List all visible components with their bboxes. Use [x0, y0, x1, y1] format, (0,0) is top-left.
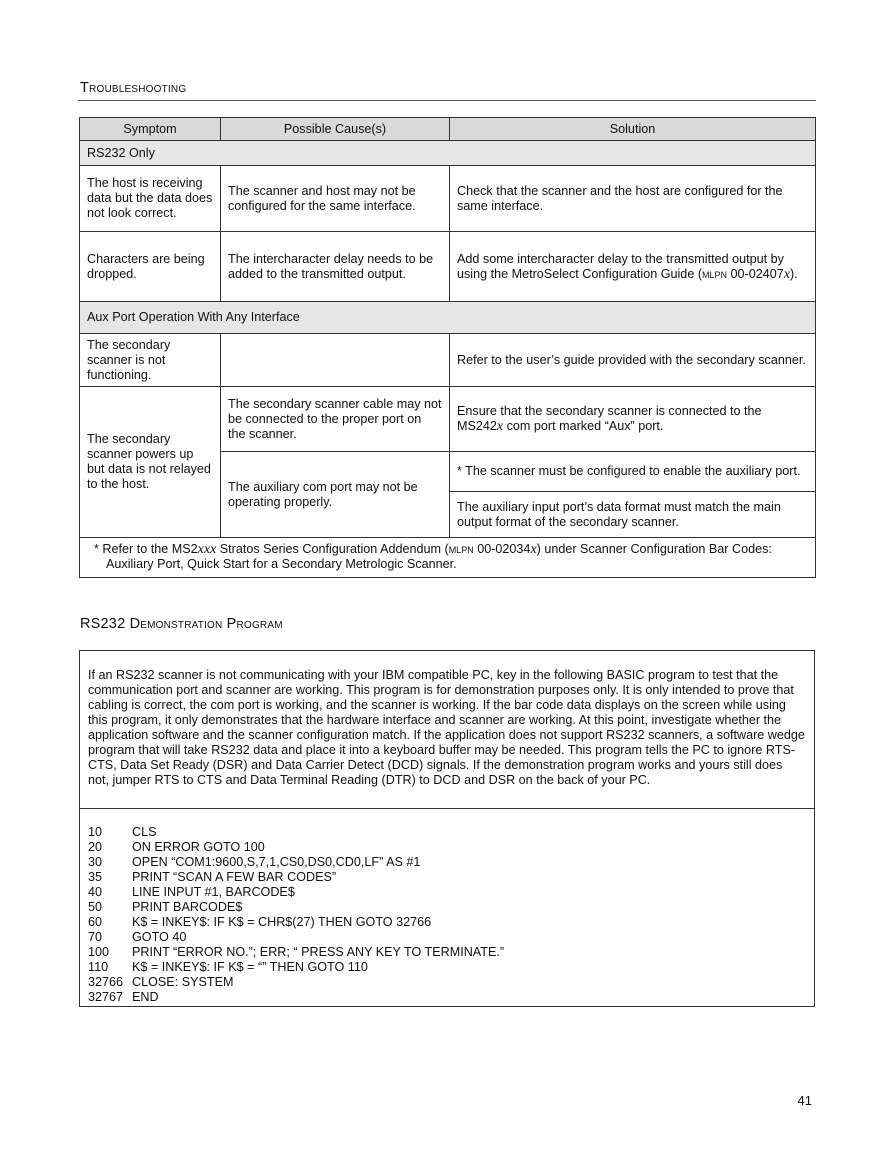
- cause-cell: The auxiliary com port may not be operating properly.: [221, 452, 450, 538]
- solution-text: Ensure that the secondary scanner is connected to the MS242: [457, 404, 762, 433]
- heading-rule: [78, 100, 816, 101]
- code-line: [88, 855, 504, 870]
- group-row: [80, 141, 816, 166]
- code-statement: GOTO 40: [132, 930, 187, 944]
- table-row: [80, 387, 816, 452]
- code-line: [88, 870, 504, 885]
- code-line: [88, 885, 504, 900]
- code-statement: OPEN “COM1:9600,S,7,1,CS0,DS0,CD0,LF” AS #1: [132, 855, 421, 869]
- table-row: [80, 166, 816, 232]
- symptom-cell: Characters are being dropped.: [80, 232, 221, 302]
- code-statement: PRINT BARCODE$: [132, 900, 243, 914]
- code-statement: PRINT “SCAN A FEW BAR CODES”: [132, 870, 337, 884]
- group-label-aux-port: Aux Port Operation With Any Interface: [80, 302, 816, 334]
- footnote: [87, 542, 808, 572]
- code-line: [88, 900, 504, 915]
- cause-cell: The scanner and host may not be configured for the same interface.: [221, 166, 450, 232]
- solution-cell: The auxiliary input port’s data format must match the main output format of the secondary scanner.: [450, 492, 816, 538]
- code-statement: ON ERROR GOTO 100: [132, 840, 265, 854]
- table-header-row: [80, 118, 816, 141]
- line-number: 40: [88, 885, 103, 899]
- symptom-cell: The host is receiving data but the data does not look correct.: [80, 166, 221, 232]
- troubleshooting-table: [79, 117, 816, 578]
- code-statement: K$ = INKEY$: IF K$ = CHR$(27) THEN GOTO 32766: [132, 915, 432, 929]
- line-number: 100: [88, 945, 110, 959]
- page-number: 41: [797, 1093, 812, 1108]
- troubleshooting-heading: Troubleshooting: [80, 80, 187, 96]
- mlpn-label: mlpn: [702, 266, 728, 281]
- divider: [80, 808, 814, 809]
- code-line: [88, 840, 504, 855]
- line-number: 35: [88, 870, 103, 884]
- solution-cell: Refer to the user’s guide provided with the secondary scanner.: [450, 334, 816, 387]
- model-suffix: xxx: [197, 542, 217, 557]
- model-suffix: x: [496, 419, 504, 434]
- symptom-cell: The secondary scanner is not functioning.: [80, 334, 221, 387]
- group-row: [80, 302, 816, 334]
- solution-bullet: * The scanner must be configured to enable the auxiliary port.: [457, 464, 801, 478]
- cause-cell: The secondary scanner cable may not be connected to the proper port on the scanner.: [221, 387, 450, 452]
- demo-program-heading: RS232 Demonstration Program: [80, 616, 283, 632]
- code-line: [88, 990, 504, 1005]
- table-row: [80, 334, 816, 387]
- table-row: [80, 232, 816, 302]
- line-number: 32767: [88, 990, 124, 1004]
- code-statement: LINE INPUT #1, BARCODE$: [132, 885, 295, 899]
- header-solution: Solution: [450, 118, 816, 141]
- code-line: [88, 930, 504, 945]
- basic-code-listing: [88, 825, 504, 1005]
- code-statement: END: [132, 990, 159, 1004]
- line-number: 30: [88, 855, 103, 869]
- footnote-text-end: ) under Scanner Configuration Bar Codes: Auxiliary Port, Quick Start for a Secondary Metrologic Scanner.: [106, 542, 772, 571]
- line-number: 50: [88, 900, 103, 914]
- symptom-cell: The secondary scanner powers up but data is not relayed to the host.: [80, 387, 221, 538]
- line-number: 70: [88, 930, 103, 944]
- line-number: 32766: [88, 975, 124, 989]
- code-line: [88, 975, 504, 990]
- cause-cell: The intercharacter delay needs to be added to the transmitted output.: [221, 232, 450, 302]
- part-number: 00-02034: [473, 542, 531, 556]
- demo-description: If an RS232 scanner is not communicating with your IBM compatible PC, key in the following BASIC program to test that the communication port and scanner are working. This program is for demonstration purposes only. It is only intended to prove that cabling is correct, the com port is working, and the scanner is working. If the bar code data displays on the screen while using this program, it only demonstrates that the hardware interface and scanner are working. At this point, investigate whether the application software and the scanner configuration match. If the application does not support RS232 scanners, a software wedge program that will take RS232 data and place it into a keyboard buffer may be needed. This program tells the PC to ignore RTS-CTS, Data Set Ready (DSR) and Data Carrier Detect (DCD) signals. If the demonstration program works and yours still does not, jumper RTS to CTS and Data Terminal Reading (DTR) to DCD and DSR on the back of your PC.: [88, 668, 805, 787]
- code-line: [88, 825, 504, 840]
- header-cause: Possible Cause(s): [221, 118, 450, 141]
- mlpn-label: mlpn: [448, 542, 474, 556]
- group-label-rs232: RS232 Only: [80, 141, 816, 166]
- code-statement: CLOSE: SYSTEM: [132, 975, 234, 989]
- cause-cell: [221, 334, 450, 387]
- solution-text-end: com port marked “Aux” port.: [503, 419, 664, 433]
- line-number: 60: [88, 915, 103, 929]
- code-line: [88, 915, 504, 930]
- part-suffix: x: [530, 542, 537, 557]
- solution-cell: [450, 387, 816, 452]
- line-number: 20: [88, 840, 103, 854]
- solution-cell: Check that the scanner and the host are configured for the same interface.: [450, 166, 816, 232]
- code-statement: K$ = INKEY$: IF K$ = “” THEN GOTO 110: [132, 960, 368, 974]
- solution-text-end: ).: [789, 266, 798, 281]
- line-number: 10: [88, 825, 103, 839]
- code-line: [88, 960, 504, 975]
- footnote-text: Stratos Series Configuration Addendum (: [216, 542, 449, 556]
- part-suffix: x: [783, 266, 790, 282]
- demo-program-box: [79, 650, 815, 1007]
- solution-text: Add some intercharacter delay to the transmitted output by using the MetroSelect Configuration Guide (: [457, 251, 784, 281]
- line-number: 110: [88, 960, 109, 974]
- footnote-text: * Refer to the MS2: [94, 542, 198, 556]
- part-number: 00-02407: [727, 266, 784, 281]
- footnote-cell: [80, 538, 816, 578]
- code-statement: PRINT “ERROR NO.”; ERR; “ PRESS ANY KEY TO TERMINATE.”: [132, 945, 505, 959]
- footnote-row: [80, 538, 816, 578]
- header-symptom: Symptom: [80, 118, 221, 141]
- code-line: [88, 945, 504, 960]
- solution-cell: [450, 232, 816, 302]
- solution-cell: [450, 452, 816, 492]
- code-statement: CLS: [132, 825, 157, 839]
